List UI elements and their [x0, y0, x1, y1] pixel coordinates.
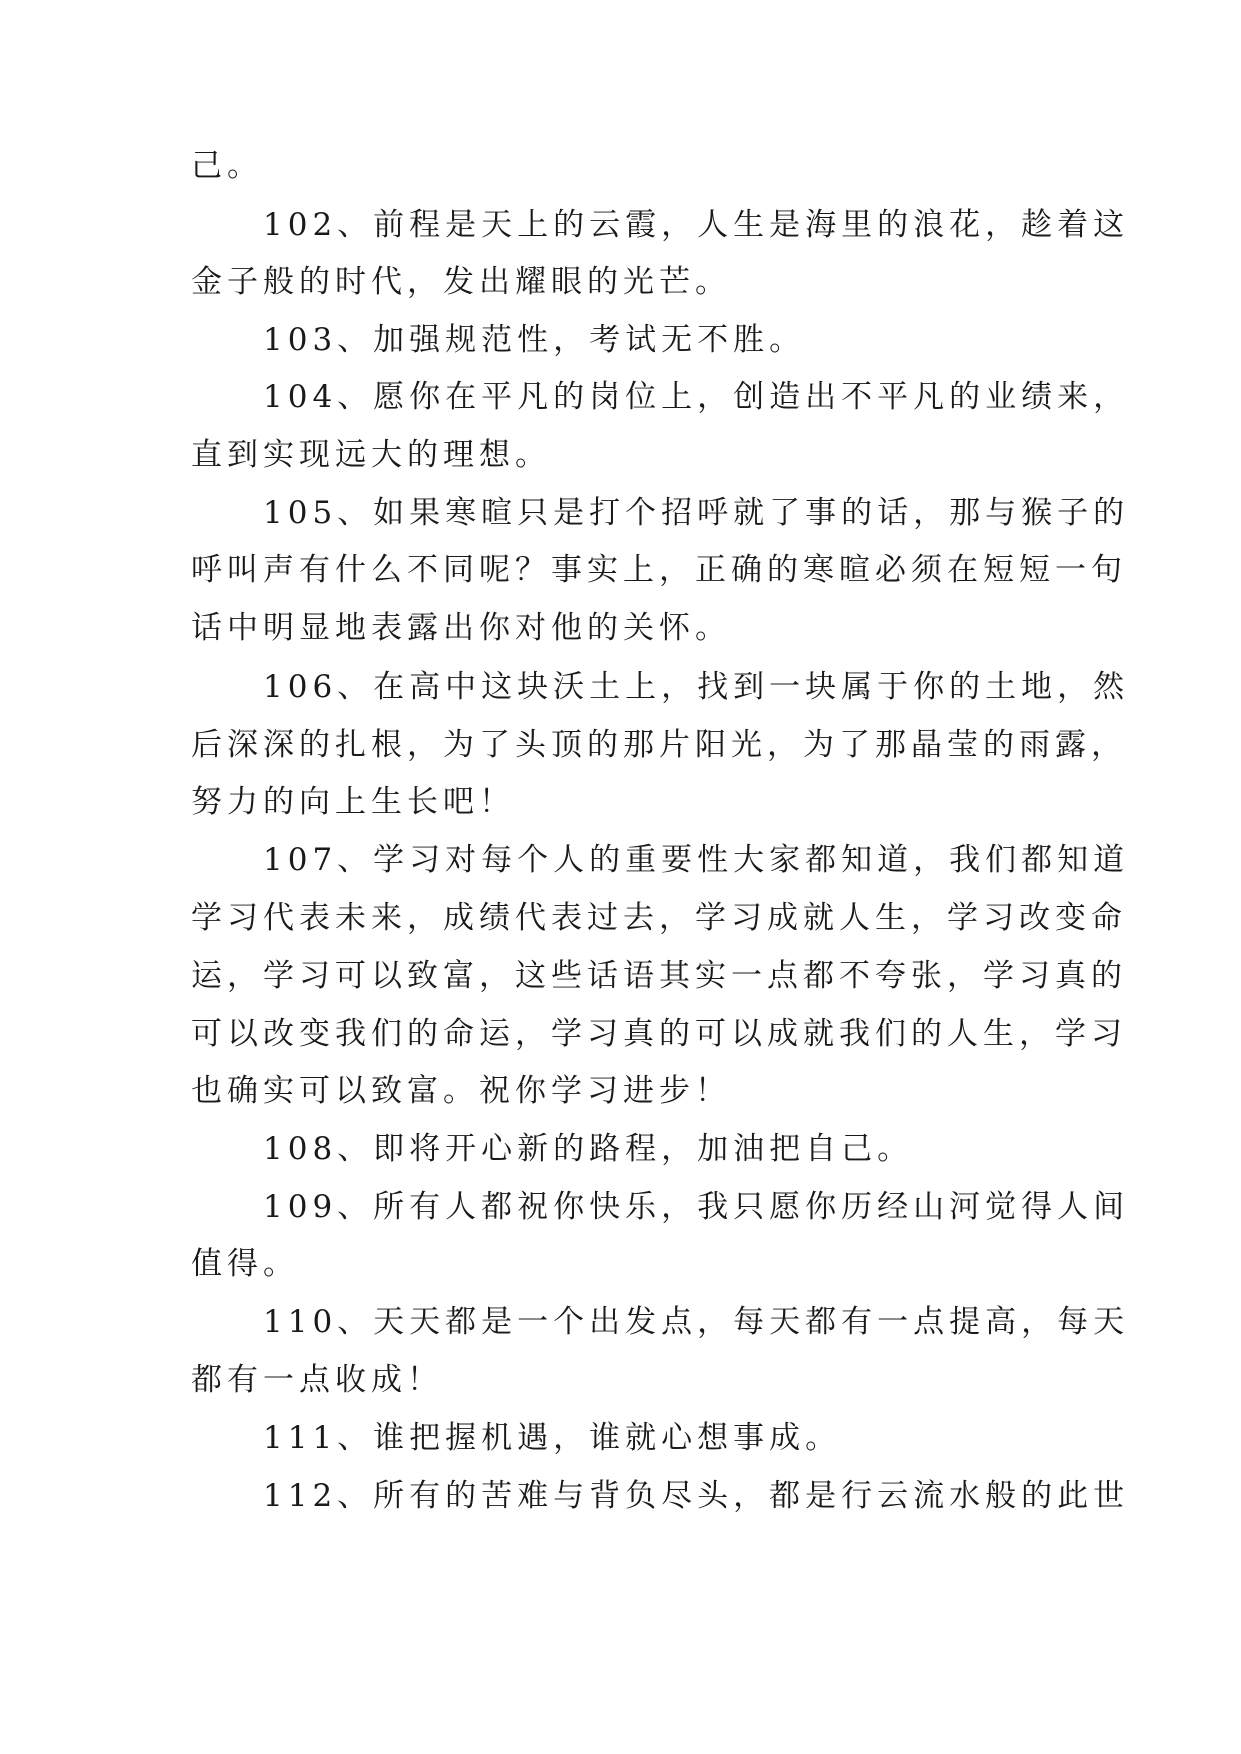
text-line: 104、愿你在平凡的岗位上，创造出不平凡的业绩来，	[191, 379, 1130, 415]
text-line: 运，学习可以致富，这些话语其实一点都不夸张，学习真的	[191, 958, 1127, 994]
text-line: 值得。	[191, 1246, 299, 1282]
text-line: 105、如果寒暄只是打个招呼就了事的话，那与猴子的	[191, 495, 1130, 531]
text-line: 也确实可以致富。祝你学习进步！	[191, 1073, 731, 1109]
text-line: 107、学习对每个人的重要性大家都知道，我们都知道	[191, 842, 1130, 878]
text-line: 可以改变我们的命运，学习真的可以成就我们的人生，学习	[191, 1016, 1127, 1052]
text-line: 106、在高中这块沃土上，找到一块属于你的土地，然	[191, 669, 1130, 705]
text-line: 110、天天都是一个出发点，每天都有一点提高，每天	[191, 1304, 1130, 1340]
text-line: 103、加强规范性，考试无不胜。	[191, 322, 806, 358]
text-line: 金子般的时代，发出耀眼的光芒。	[191, 264, 731, 300]
text-line: 111、谁把握机遇，谁就心想事成。	[191, 1420, 842, 1456]
text-line: 学习代表未来，成绩代表过去，学习成就人生，学习改变命	[191, 900, 1127, 936]
text-line: 努力的向上生长吧！	[191, 784, 515, 820]
text-line: 后深深的扎根，为了头顶的那片阳光，为了那晶莹的雨露，	[191, 727, 1127, 763]
text-line: 话中明显地表露出你对他的关怀。	[191, 610, 731, 646]
text-line: 都有一点收成！	[191, 1362, 443, 1398]
text-line: 呼叫声有什么不同呢？事实上，正确的寒暄必须在短短一句	[191, 552, 1127, 588]
text-line: 112、所有的苦难与背负尽头，都是行云流水般的此世	[191, 1478, 1130, 1514]
text-line: 108、即将开心新的路程，加油把自己。	[191, 1131, 914, 1167]
text-line: 己。	[191, 148, 263, 184]
text-line: 直到实现远大的理想。	[191, 437, 551, 473]
text-line: 109、所有人都祝你快乐，我只愿你历经山河觉得人间	[191, 1189, 1130, 1225]
text-line: 102、前程是天上的云霞，人生是海里的浪花，趁着这	[191, 207, 1130, 243]
